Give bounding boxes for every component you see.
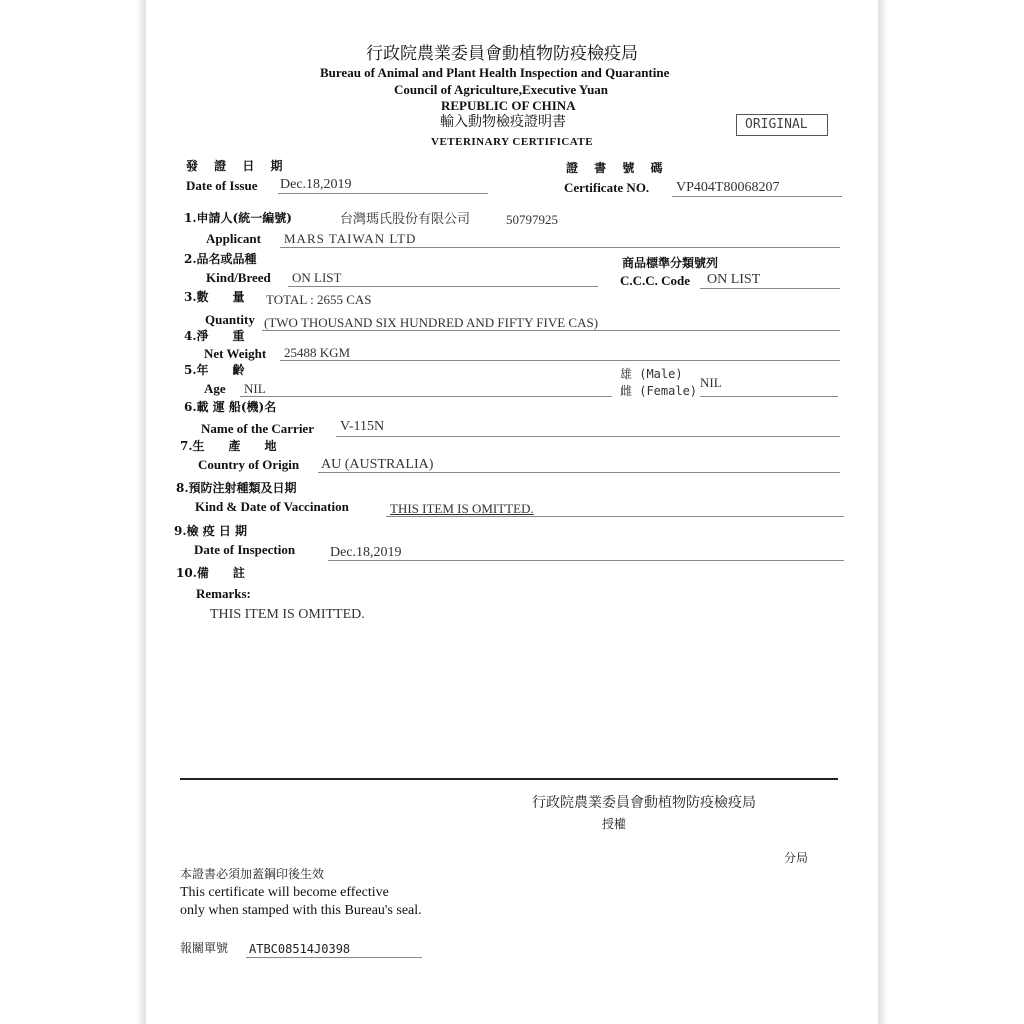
kind-label-zh: 2.品名或品種 bbox=[184, 252, 257, 266]
net-weight-label: Net Weight bbox=[204, 346, 267, 361]
seal-note-line2: only when stamped with this Bureau's seal. bbox=[180, 903, 422, 918]
remarks-label: Remarks: bbox=[196, 586, 251, 601]
country-name: REPUBLIC OF CHINA bbox=[441, 98, 576, 113]
kind-label: Kind/Breed bbox=[206, 270, 271, 285]
ccc-label: C.C.C. Code bbox=[620, 273, 691, 288]
council-name: Council of Agriculture,Executive Yuan bbox=[394, 82, 609, 97]
original-stamp: ORIGINAL bbox=[745, 117, 808, 132]
seal-note-zh: 本證書必須加蓋鋼印後生效 bbox=[180, 867, 325, 881]
carrier-value: V-115N bbox=[340, 419, 385, 434]
applicant-label: Applicant bbox=[206, 231, 261, 246]
female-label: 雌 (Female) bbox=[620, 384, 698, 398]
signature-agency: 行政院農業委員會動植物防疫檢疫局 bbox=[532, 795, 756, 811]
age-label-zh: 5.年 齡 bbox=[184, 363, 245, 377]
cert-no-value: VP404T80068207 bbox=[676, 180, 780, 195]
applicant-value-zh: 台灣瑪氏股份有限公司 bbox=[340, 211, 471, 226]
cert-no-label: Certificate NO. bbox=[564, 180, 650, 195]
inspection-value: Dec.18,2019 bbox=[330, 545, 402, 560]
issue-date-value: Dec.18,2019 bbox=[280, 177, 352, 192]
vaccination-label-zh: 8.預防注射種類及日期 bbox=[176, 481, 297, 495]
carrier-label-zh: 6.載 運 船(機)名 bbox=[184, 400, 277, 414]
carrier-label: Name of the Carrier bbox=[201, 421, 314, 436]
net-weight-value: 25488 KGM bbox=[284, 345, 351, 360]
quantity-total: TOTAL : 2655 CAS bbox=[266, 292, 372, 307]
page-shadow-left bbox=[136, 0, 146, 1024]
footer-divider bbox=[180, 778, 838, 780]
cert-no-label-zh: 證 書 號 碼 bbox=[566, 161, 669, 175]
certificate-title-zh: 輸入動物檢疫證明書 bbox=[440, 114, 566, 130]
ccc-value: ON LIST bbox=[707, 272, 761, 287]
authorized-label: 授權 bbox=[602, 817, 627, 831]
seal-note-line1: This certificate will become effective bbox=[180, 885, 389, 900]
page-shadow-right bbox=[878, 0, 888, 1024]
agency-name-en: Bureau of Animal and Plant Health Inspection and Quarantine bbox=[320, 65, 670, 80]
quantity-value: (TWO THOUSAND SIX HUNDRED AND FIFTY FIVE CAS) bbox=[264, 315, 599, 330]
customs-value: ATBC08514J0398 bbox=[249, 942, 351, 956]
applicant-id: 50797925 bbox=[506, 212, 558, 227]
inspection-label-zh: 9.檢 疫 日 期 bbox=[174, 524, 248, 538]
quantity-label: Quantity bbox=[205, 312, 255, 327]
kind-value: ON LIST bbox=[292, 270, 342, 285]
issue-date-label: Date of Issue bbox=[186, 178, 258, 193]
quantity-label-zh: 3.數 量 bbox=[184, 290, 245, 304]
certificate-title-en: VETERINARY CERTIFICATE bbox=[431, 136, 594, 148]
age-value: NIL bbox=[244, 381, 266, 396]
branch-label: 分局 bbox=[784, 851, 809, 865]
net-weight-label-zh: 4.淨 重 bbox=[184, 329, 245, 343]
inspection-label: Date of Inspection bbox=[194, 542, 296, 557]
applicant-value: MARS TAIWAN LTD bbox=[284, 231, 417, 246]
agency-name-zh: 行政院農業委員會動植物防疫檢疫局 bbox=[366, 44, 638, 64]
customs-label: 報關單號 bbox=[180, 941, 229, 955]
origin-value: AU (AUSTRALIA) bbox=[321, 457, 434, 472]
male-label: 雄 (Male) bbox=[620, 367, 683, 381]
age-label: Age bbox=[204, 381, 226, 396]
remarks-value: THIS ITEM IS OMITTED. bbox=[210, 607, 365, 622]
remarks-label-zh: 10.備 註 bbox=[176, 566, 245, 580]
vaccination-label: Kind & Date of Vaccination bbox=[195, 499, 349, 514]
origin-label: Country of Origin bbox=[198, 457, 300, 472]
applicant-label-zh: 1.申請人(統一編號) bbox=[184, 211, 292, 225]
issue-date-label-zh: 發 證 日 期 bbox=[186, 159, 289, 173]
sex-value: NIL bbox=[700, 375, 722, 390]
vaccination-value: THIS ITEM IS OMITTED. bbox=[390, 501, 534, 516]
origin-label-zh: 7.生 產 地 bbox=[180, 439, 277, 453]
ccc-label-zh: 商品標準分類號列 bbox=[622, 256, 719, 270]
